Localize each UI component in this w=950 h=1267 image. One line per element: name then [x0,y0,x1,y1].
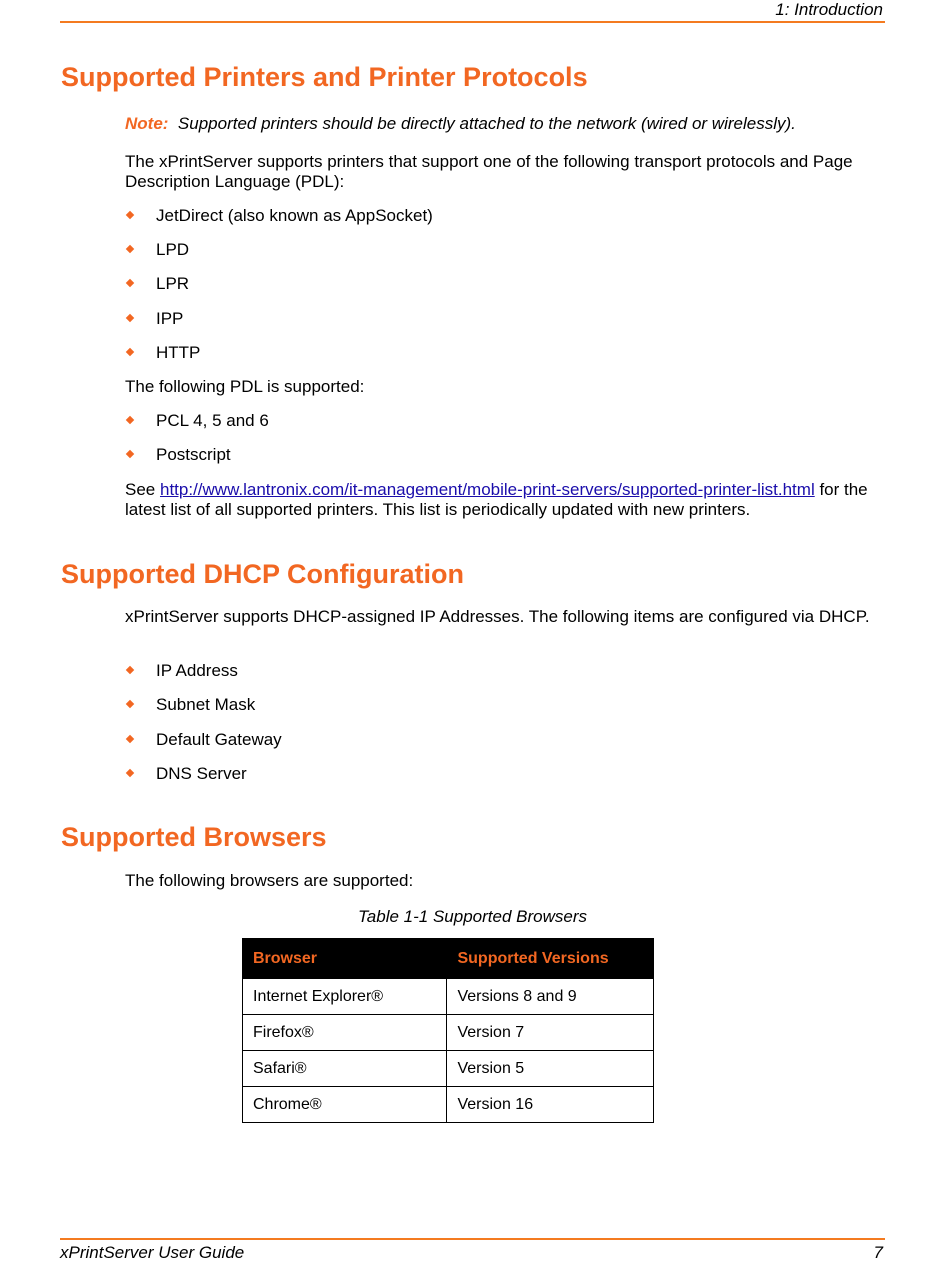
header-rule [60,21,885,23]
table-cell: Version 5 [447,1051,654,1087]
table-row [243,1051,654,1087]
see-paragraph: See http://www.lantronix.com/it-management/mobile-print-servers/supported-printer-list.html for the latest list of all supported printers. This list is periodically updated with new printers. [125,480,868,519]
bullet-diamond-icon [126,279,134,287]
bullet-diamond-icon [126,211,134,219]
bullet-diamond-icon [126,666,134,674]
table-header-row [243,939,654,979]
table-cell: Internet Explorer® [243,979,447,1015]
table-row [243,979,654,1015]
table-cell: Firefox® [243,1015,447,1051]
table-cell: Safari® [243,1051,447,1087]
bullet-diamond-icon [126,245,134,253]
section-title-browsers: Supported Browsers [61,822,327,852]
dhcp-intro: xPrintServer supports DHCP-assigned IP Addresses. The following items are configured via DHCP. [125,607,870,626]
table-cell: Version 16 [447,1087,654,1123]
bullet-diamond-icon [126,314,134,322]
page-number: 7 [873,1243,883,1262]
bullet-diamond-icon [126,450,134,458]
section-title-dhcp: Supported DHCP Configuration [61,559,464,589]
chapter-header: 1: Introduction [775,0,883,19]
printers-intro: The xPrintServer supports printers that support one of the following transport protocols and Page Description Language (PDL): [125,152,853,191]
bullet-diamond-icon [126,348,134,356]
pdl-intro: The following PDL is supported: [125,377,365,396]
table-cell: Chrome® [243,1087,447,1123]
bullet-diamond-icon [126,416,134,424]
table-row [243,1087,654,1123]
table-row [243,1015,654,1051]
section-title-printers: Supported Printers and Printer Protocols [61,62,588,92]
table-cell: Versions 8 and 9 [447,979,654,1015]
printer-list-link[interactable]: http://www.lantronix.com/it-management/mobile-print-servers/supported-printer-list.html [159,480,815,499]
table-caption: Table 1-1 Supported Browsers [357,907,587,926]
column-header-browser: Browser [243,939,447,979]
column-header-versions: Supported Versions [447,939,654,979]
bullet-diamond-icon [126,735,134,743]
bullet-diamond-icon [126,769,134,777]
bullet-diamond-icon [126,700,134,708]
note-paragraph [125,114,885,134]
note-text: Supported printers should be directly attached to the network (wired or wirelessly). [177,114,796,133]
note-label: Note: [125,114,169,133]
guide-title: xPrintServer User Guide [60,1243,245,1262]
browsers-table [242,938,654,1123]
table-cell: Version 7 [447,1015,654,1051]
footer-rule [60,1238,885,1240]
browsers-intro: The following browsers are supported: [125,871,414,890]
